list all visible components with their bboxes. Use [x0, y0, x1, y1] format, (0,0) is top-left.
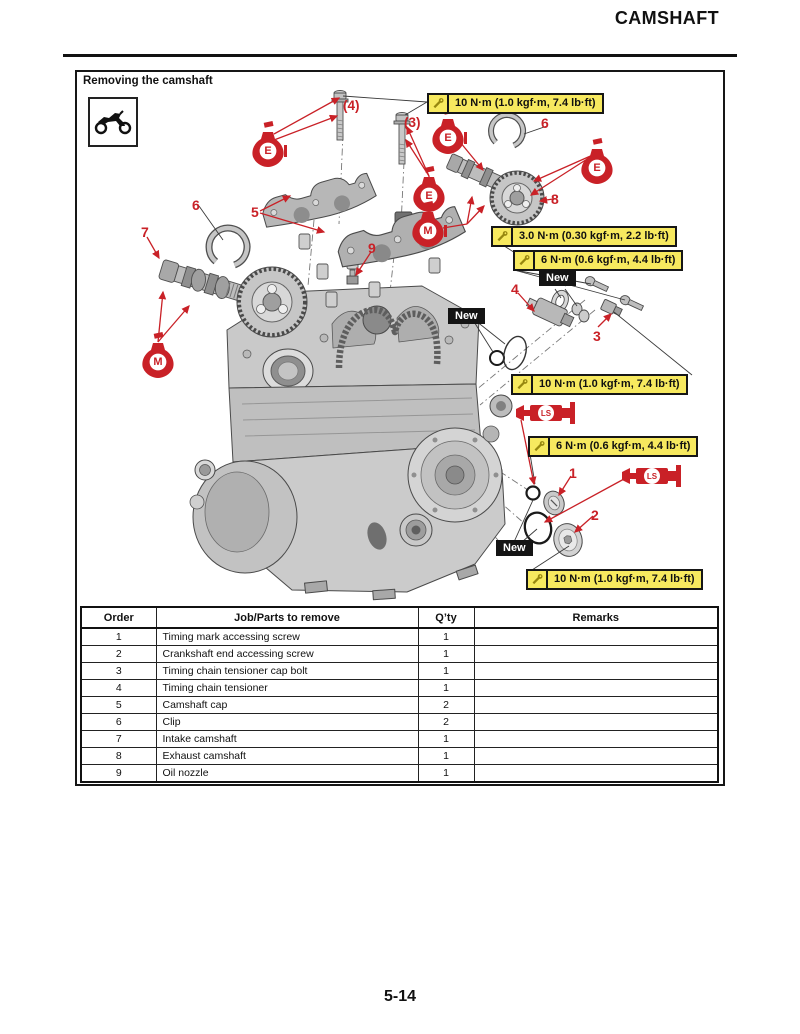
header-rule	[63, 54, 737, 57]
svg-text:M: M	[423, 225, 433, 237]
callout-bolt-qty: (4)	[343, 98, 360, 113]
remarks-cell	[474, 714, 718, 731]
torque-spec-box	[526, 569, 703, 590]
torque-wrench-icon	[528, 571, 548, 588]
torque-spec-box	[513, 250, 683, 271]
motorcycle-icon	[94, 109, 132, 135]
remarks-cell	[474, 680, 718, 697]
page-number: 5-14	[383, 988, 417, 1005]
table-row	[81, 697, 718, 714]
remarks-cell	[474, 765, 718, 783]
torque-wrench-icon	[530, 438, 550, 455]
engine-oil-symbol	[252, 121, 287, 167]
job-cell: Timing chain tensioner cap bolt	[156, 663, 418, 680]
table-row	[81, 714, 718, 731]
svg-text:LS: LS	[540, 409, 552, 418]
callout-number: 4	[511, 281, 519, 297]
oil-nozzle	[347, 270, 358, 284]
table-row	[81, 646, 718, 663]
order-cell: 9	[81, 765, 156, 783]
torque-wrench-icon	[429, 95, 449, 112]
svg-text:E: E	[444, 132, 452, 144]
callout-number: 8	[551, 191, 559, 207]
qty-cell: 1	[418, 748, 474, 765]
figure-box	[75, 70, 725, 786]
svg-text:LS: LS	[646, 472, 658, 481]
qty-cell: 1	[418, 765, 474, 783]
table-row	[81, 765, 718, 783]
torque-spec-text: 3.0 N·m (0.30 kgf·m, 2.2 lb·ft)	[519, 230, 669, 242]
remarks-cell	[474, 646, 718, 663]
engine-oil-symbol	[581, 138, 612, 184]
job-cell: Timing chain tensioner	[156, 680, 418, 697]
callout-number: 6	[192, 197, 200, 213]
exhaust-camshaft	[446, 153, 544, 225]
qty-cell: 1	[418, 628, 474, 646]
parts-table	[80, 606, 719, 783]
job-cell: Oil nozzle	[156, 765, 418, 783]
torque-spec-box	[511, 374, 688, 395]
torque-spec-text: 6 N·m (0.6 kgf·m, 4.4 lb·ft)	[541, 254, 676, 266]
qty-cell: 1	[418, 663, 474, 680]
order-cell: 8	[81, 748, 156, 765]
svg-text:E: E	[593, 162, 601, 174]
svg-text:E: E	[425, 190, 433, 202]
remarks-cell	[474, 748, 718, 765]
order-cell: 7	[81, 731, 156, 748]
table-row	[81, 748, 718, 765]
job-cell: Exhaust camshaft	[156, 748, 418, 765]
job-cell: Intake camshaft	[156, 731, 418, 748]
callout-bolt-qty: (3)	[404, 115, 421, 130]
qty-cell: 1	[418, 731, 474, 748]
torque-spec-box	[427, 93, 604, 114]
table-row	[81, 628, 718, 646]
callout-number: 2	[591, 507, 599, 523]
locking-agent-symbol	[622, 465, 681, 487]
new-part-label: New	[448, 308, 485, 324]
callout-number: 9	[368, 240, 376, 256]
col-header-remarks: Remarks	[474, 607, 718, 628]
svg-text:E: E	[264, 145, 272, 157]
job-cell: Crankshaft end accessing screw	[156, 646, 418, 663]
col-header-order: Order	[81, 607, 156, 628]
qty-cell: 2	[418, 714, 474, 731]
callout-number: 5	[251, 204, 259, 220]
order-cell: 5	[81, 697, 156, 714]
page-title: CAMSHAFT	[614, 8, 719, 28]
remarks-cell	[474, 731, 718, 748]
torque-wrench-icon	[515, 252, 535, 269]
qty-cell: 2	[418, 697, 474, 714]
col-header-qty: Q’ty	[418, 607, 474, 628]
callout-number: 3	[593, 328, 601, 344]
remarks-cell	[474, 697, 718, 714]
engine-oil-symbol	[432, 108, 467, 154]
callout-number: 6	[541, 115, 549, 131]
tensioner-gaskets	[490, 334, 530, 373]
new-part-label: New	[539, 270, 576, 286]
qty-cell: 1	[418, 646, 474, 663]
figure-title: Removing the camshaft	[83, 75, 213, 87]
job-cell: Camshaft cap	[156, 697, 418, 714]
intake-camshaft	[158, 257, 307, 337]
torque-spec-text: 10 N·m (1.0 kgf·m, 7.4 lb·ft)	[539, 378, 680, 390]
remarks-cell	[474, 628, 718, 646]
callout-number: 7	[141, 224, 149, 240]
torque-wrench-icon	[493, 228, 513, 245]
svg-text:M: M	[153, 356, 163, 368]
new-part-label: New	[496, 540, 533, 556]
order-cell: 4	[81, 680, 156, 697]
job-cell: Timing mark accessing screw	[156, 628, 418, 646]
remarks-cell	[474, 663, 718, 680]
order-cell: 6	[81, 714, 156, 731]
table-header-row	[81, 607, 718, 628]
col-header-job: Job/Parts to remove	[156, 607, 418, 628]
order-cell: 3	[81, 663, 156, 680]
locking-agent-symbol	[516, 402, 575, 424]
exploded-diagram	[77, 72, 723, 602]
order-cell: 1	[81, 628, 156, 646]
table-row	[81, 663, 718, 680]
callout-number: 1	[569, 465, 577, 481]
torque-spec-text: 10 N·m (1.0 kgf·m, 7.4 lb·ft)	[455, 97, 596, 109]
table-row	[81, 680, 718, 697]
torque-spec-text: 6 N·m (0.6 kgf·m, 4.4 lb·ft)	[556, 440, 691, 452]
torque-spec-text: 10 N·m (1.0 kgf·m, 7.4 lb·ft)	[554, 573, 695, 585]
motorcycle-pictogram-box	[88, 97, 138, 147]
torque-wrench-icon	[513, 376, 533, 393]
qty-cell: 1	[418, 680, 474, 697]
order-cell: 2	[81, 646, 156, 663]
torque-spec-box	[528, 436, 698, 457]
torque-spec-box	[491, 226, 677, 247]
table-row	[81, 731, 718, 748]
engine-illustration	[190, 286, 512, 600]
job-cell: Clip	[156, 714, 418, 731]
